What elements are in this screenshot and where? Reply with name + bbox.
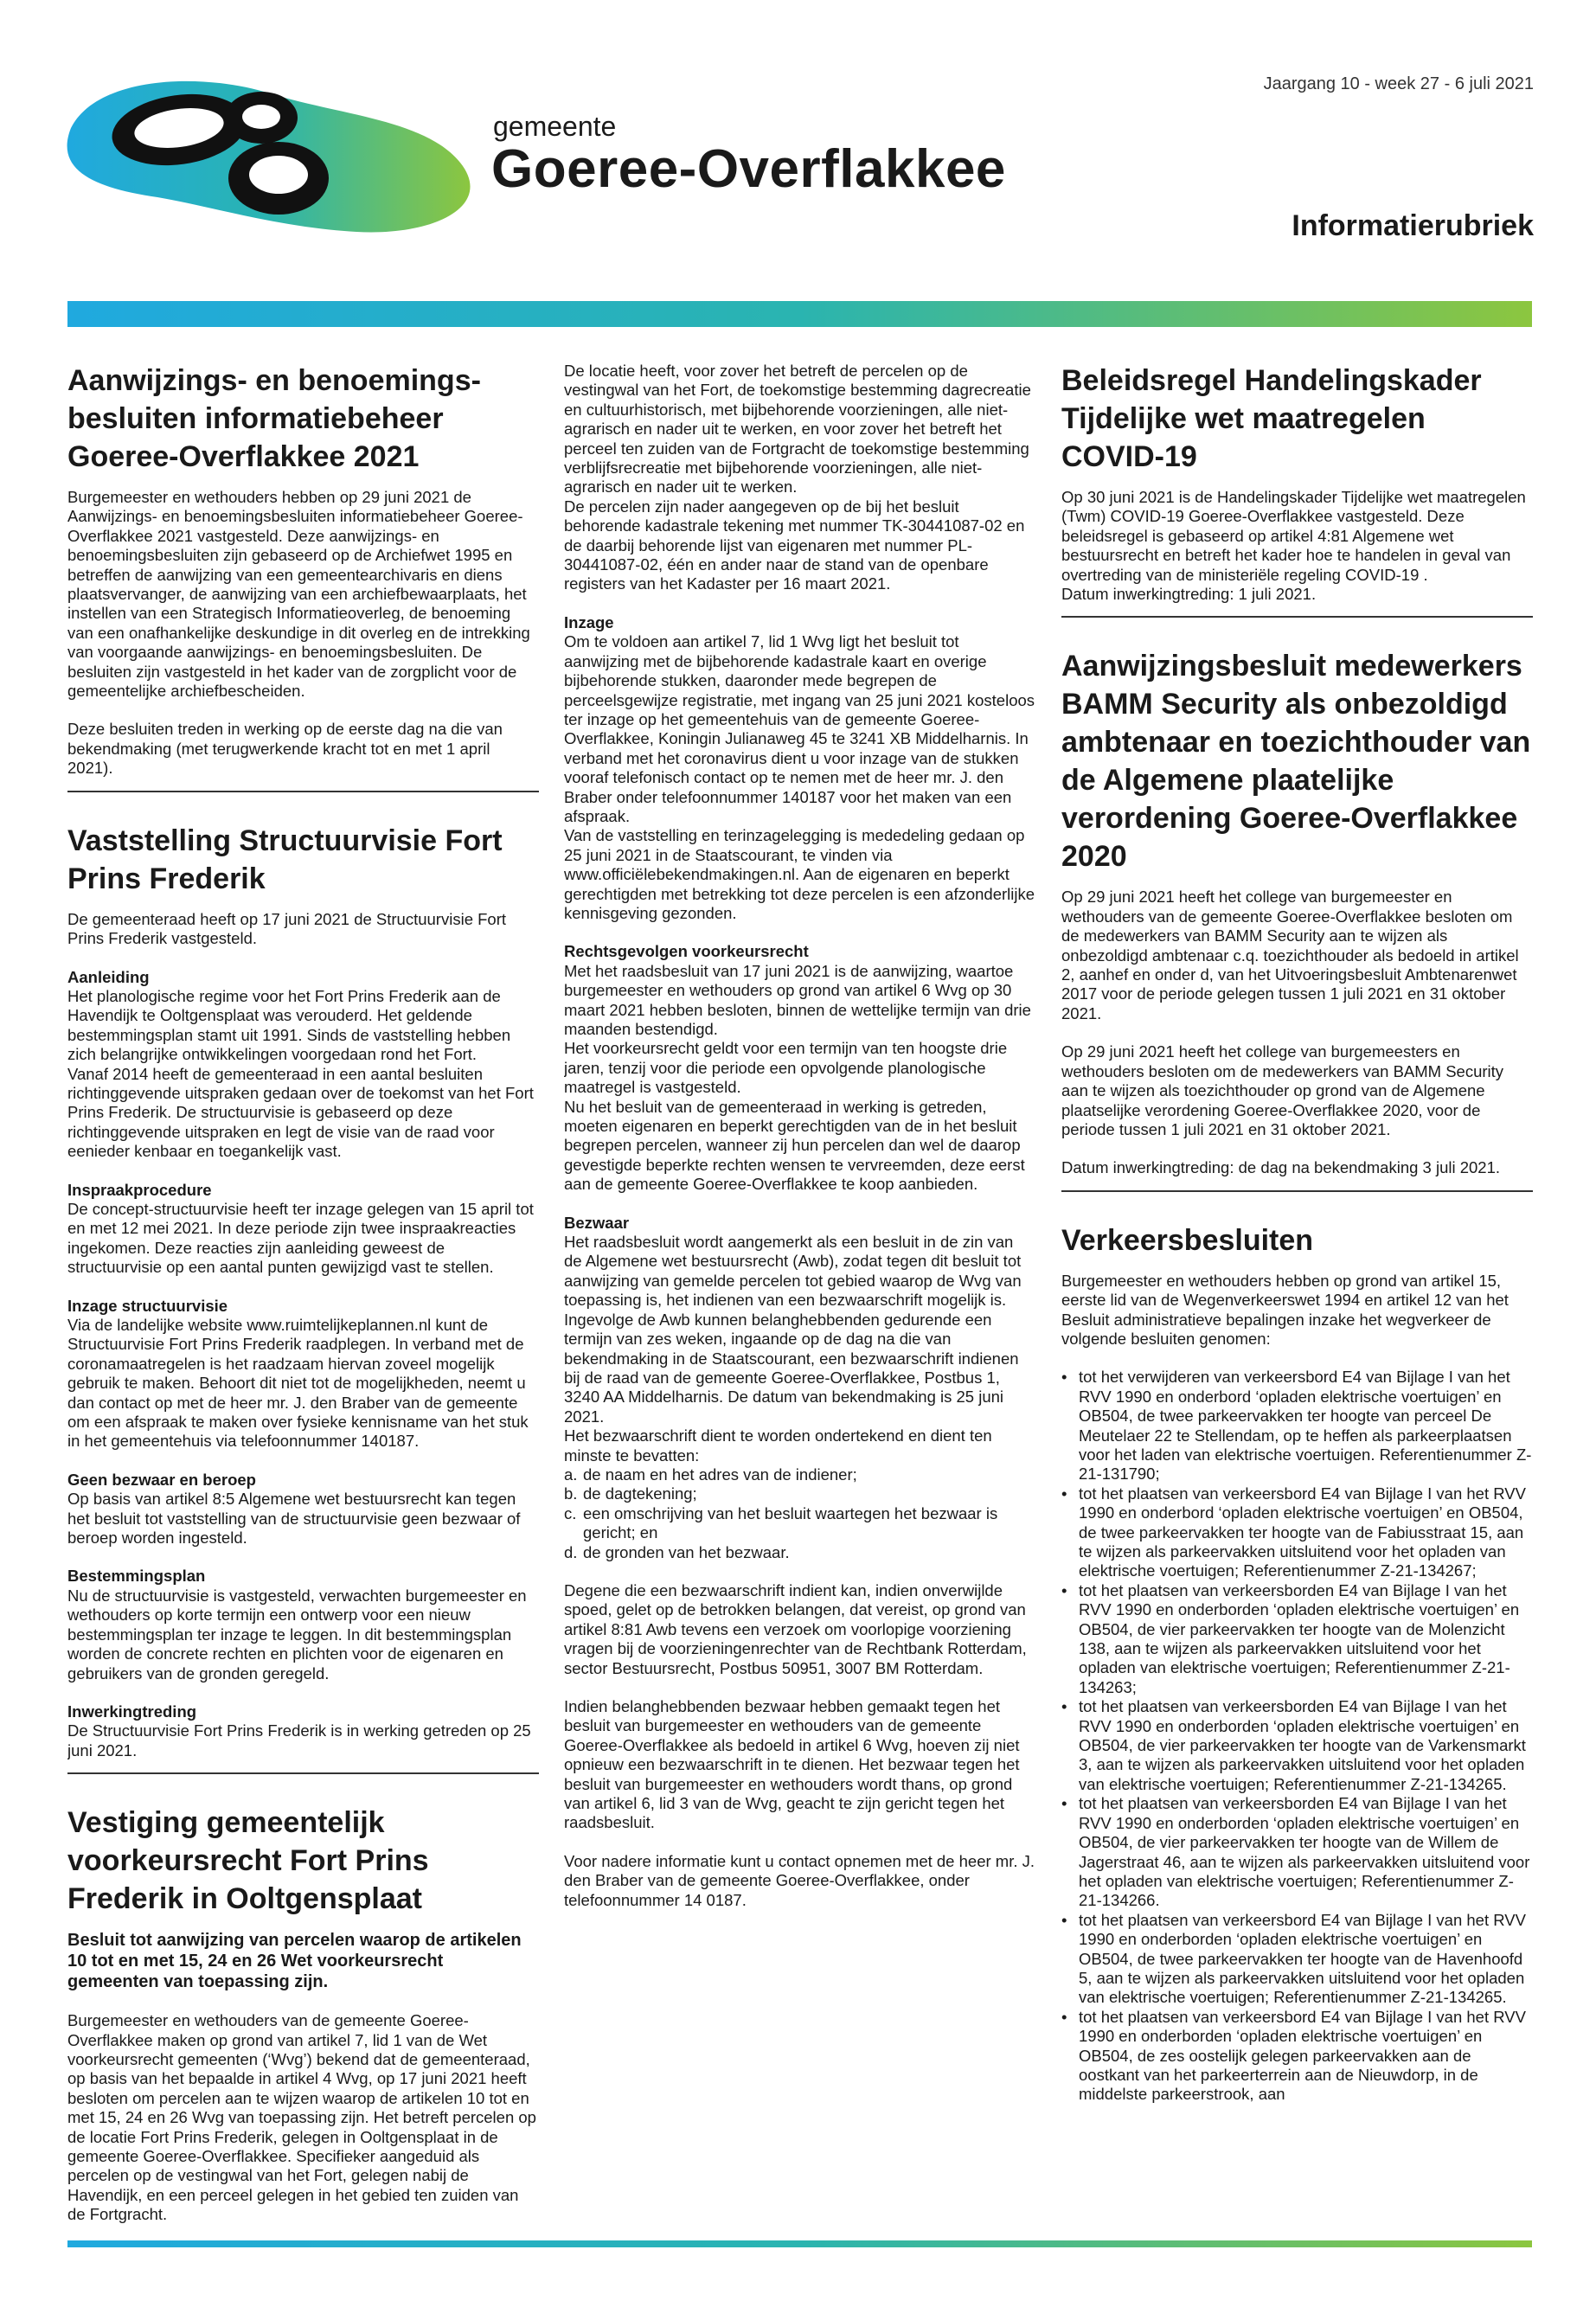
list-item: • tot het verwijderen van verkeersbord E4 van Bijlage I van het RVV 1990 en onderbord ‘opladen elektrische voertuigen’ en OB504, de twee parkeervakken ter hoogte van perceel De Meutelaer 22 te Stellendam, op te heffen als parkeerplaatsen voor het laden van elektrische voertuigen. Referentienummer Z-21-131790; xyxy=(1061,1368,1533,1484)
article-paragraph: Het planologische regime voor het Fort Prins Frederik aan de Havendijk te Ooltgensplaat was verouderd. Het geldende bestemmingsplan stamt uit 1991. Sinds de vaststelling hebben zich belangrijke ontwikkelingen voorgedaan rond het Fort. xyxy=(67,986,511,1064)
column-1 xyxy=(67,362,539,2230)
article-title: Aanwijzingsbesluit medewerkers BAMM Security als onbezoldigd ambtenaar en toezichthouder van de Algemene plaatelijke verordening Goeree-Overflakkee 2020 xyxy=(1061,650,1531,874)
article-paragraph: Nu het besluit van de gemeenteraad in werking is getreden, moeten eigenaren en beperkt gerechtigden van de in het besluit begrepen percelen, wanneer zij hun percelen dan wel de daarop gevestigde beperkte rechten wensen te vervreemden, deze eerst aan de gemeente Goeree-Overflakkee te koop aanbieden. xyxy=(564,1097,1025,1194)
article-paragraph: Op 29 juni 2021 heeft het college van burgemeester en wethouders van de gemeente Goeree-Overflakkee besloten om de medewerkers van BAMM Security aan te wijzen als onbezoldigd ambtenaar c.q. toezichthouder als bedoeld in artikel 2, aanhef en onder d, van het Uitvoeringsbesluit Ambtenarenwet 2017 voor de periode gelegen tussen 1 juli 2021 en 31 oktober 2021. xyxy=(1061,888,1519,1022)
list-item: • tot het plaatsen van verkeersbord E4 van Bijlage I van het RVV 1990 en onderborden ‘opladen elektrische voertuigen’ en OB504, de twee parkeervakken ter hoogte van de Havenhoofd 5, aan te wijzen als parkeervakken uitsluitend voor het opladen van elektrische voertuigen; Referentienummer Z-21-134265. xyxy=(1061,1911,1533,2008)
article-paragraph: Burgemeester en wethouders hebben op grond van artikel 15, eerste lid van de Wegenverkeerswet 1994 en artikel 12 van het Besluit administratieve bepalingen inzake het wegverkeer de volgende besluiten genomen: xyxy=(1061,1271,1509,1348)
traffic-decisions-list xyxy=(1061,1368,1533,2104)
list-item: c. een omschrijving van het besluit waartegen het bezwaar is gericht; en xyxy=(564,1503,998,1542)
article-paragraph: Via de landelijke website www.ruimtelijkeplannen.nl kunt de Structuurvisie Fort Prins Frederik raadplegen. In verband met de coronamaatregelen is het raadzaam hiervan zoveel mogelijk gebruik te maken. Behoort dit niet tot de mogelijkheden, neemt u dan contact op met de heer mr. J. den Braber van de gemeente om een afspraak te maken over fysieke kennisname van het stuk in het gemeentehuis via telefoonnummer 140187. xyxy=(67,1316,529,1451)
subheading: Inzage structuurvisie xyxy=(67,1296,228,1315)
section-divider xyxy=(1061,1190,1533,1192)
list-item: • tot het plaatsen van verkeersborden E4 van Bijlage I van het RVV 1990 en onderborden ‘opladen elektrische voertuigen’ en OB504, de vier parkeervakken ter hoogte van de Varkensmarkt 3, aan te wijzen als parkeervakken uitsluitend voor het opladen van elektrische voertuigen; Referentienummer Z-21-134265. xyxy=(1061,1697,1533,1794)
article-title: Vestiging gemeentelijk voorkeursrecht Fort Prins Frederik in Ooltgensplaat xyxy=(67,1806,429,1916)
article-title: Verkeersbesluiten xyxy=(1061,1223,1314,1257)
section-divider xyxy=(1061,616,1533,618)
article-paragraph: Ingevolge de Awb kunnen belanghebbenden gedurende een termijn van zes weken, ingaande op de dag na die van bekendmaking in de Staatscourant, een bezwaarschrift indienen bij de raad van de gemeente Goeree-Overflakkee, Postbus 1, 3240 AA Middelharnis. De datum van bekendmaking is 25 juni 2021. xyxy=(564,1310,1019,1426)
section-divider xyxy=(67,791,539,792)
list-item: d. de gronden van het bezwaar. xyxy=(564,1542,790,1561)
article-paragraph: Vanaf 2014 heeft de gemeenteraad in een aantal besluiten richtinggevende uitspraken gedaan over de toekomst van het Fort Prins Frederik. De structuurvisie is gebaseerd op deze richtinggevende uitspraken en legt de visie van de raad voor eenieder kenbaar en toegankelijk vast. xyxy=(67,1064,534,1161)
top-gradient-bar xyxy=(67,301,1532,327)
article-paragraph: Van de vaststelling en terinzagelegging is mededeling gedaan op 25 juni 2021 in de Staatscourant, te vinden via www.officiëlebekendmakingen.nl. Aan de eigenaren en beperkt gerechtigden met betrekking tot deze percelen is een afzonderlijke kennisgeving gezonden. xyxy=(564,826,1035,922)
bottom-gradient-bar xyxy=(67,2240,1532,2247)
article-paragraph: Het bezwaarschrift dient te worden ondertekend en dient ten minste te bevatten: xyxy=(564,1426,992,1465)
gemeente-label: gemeente xyxy=(493,111,617,142)
section-divider xyxy=(67,1772,539,1774)
article-lead: Besluit tot aanwijzing van percelen waarop de artikelen 10 tot en met 15, 24 en 26 Wet voorkeursrecht gemeenten van toepassing zijn. xyxy=(67,1931,522,1992)
article-paragraph: Burgemeester en wethouders hebben op 29 juni 2021 de Aanwijzings- en benoemingsbesluiten informatiebeheer Goeree-Overflakkee 2021 vastgesteld. Deze aanwijzings- en benoemingsbesluiten zijn gebaseerd op de Archiefwet 1995 en betreffen de aanwijzing van een gemeentearchivaris en diens plaatsvervanger, de aanwijzing van een archiefbewaarplaats, het instellen van een Strategisch Informatieoverleg, de benoeming van een onafhankelijke deskundige in dit overleg en de intrekking van voorgaande aanwijzings- en benoemingsbesluiten. De besluiten zijn vastgesteld in het kader van de zorgplicht voor de gemeentelijke archiefbescheiden. xyxy=(67,488,530,701)
article-title: Beleidsregel Handelingskader Tijdelijke wet maatregelen COVID-19 xyxy=(1061,364,1482,473)
article-title: Vaststelling Structuurvisie Fort Prins Frederik xyxy=(67,824,503,895)
article-paragraph: Nu de structuurvisie is vastgesteld, verwachten burgemeester en wethouders op korte termijn een ontwerp voor een nieuw bestemmingsplan ter inzage te leggen. In dit bestemmingsplan worden de concrete rechten en plichten voor de eigenaren en gebruikers van de gronden geregeld. xyxy=(67,1586,527,1682)
subheading: Bezwaar xyxy=(564,1213,630,1232)
subheading: Inwerkingtreding xyxy=(67,1702,197,1721)
requirements-list xyxy=(564,1465,1035,1562)
column-3 xyxy=(1061,362,1533,2230)
municipality-logo xyxy=(62,67,512,240)
subheading: Geen bezwaar en beroep xyxy=(67,1470,256,1489)
article-paragraph: Datum inwerkingtreding: 1 juli 2021. xyxy=(1061,585,1317,604)
article-paragraph: Deze besluiten treden in werking op de eerste dag na die van bekendmaking (met terugwerkende kracht tot en met 1 april 2021). xyxy=(67,720,503,778)
issue-line: Jaargang 10 - week 27 - 6 juli 2021 xyxy=(1263,74,1534,93)
article-paragraph: De Structuurvisie Fort Prins Frederik is in werking getreden op 25 juni 2021. xyxy=(67,1721,531,1759)
article-paragraph: Indien belanghebbenden bezwaar hebben gemaakt tegen het besluit van burgemeester en wethouders van de gemeente Goeree-Overflakkee als bedoeld in artikel 6 Wvg, hoeven zij niet opnieuw een bezwaarschrift in te dienen. Het bezwaar tegen het besluit van burgemeester en wethouders wordt thans, op grond van artikel 6, lid 3 van de Wvg, geacht te zijn gericht tegen het raadsbesluit. xyxy=(564,1697,1020,1832)
article-paragraph: Het raadsbesluit wordt aangemerkt als een besluit in de zin van de Algemene wet bestuursrecht (Awb), zodat tegen dit besluit tot aanwijzing van gemelde percelen tot gebied waarop de Wvg van toepassing is, het indienen van een bezwaarschrift mogelijk is. xyxy=(564,1233,1022,1310)
list-item: • tot het plaatsen van verkeersborden E4 van Bijlage I van het RVV 1990 en onderborden ‘opladen elektrische voertuigen’ en OB504, de vier parkeervakken ter hoogte van de Willem de Jagerstraat 46, aan te wijzen als parkeervakken uitsluitend voor het opladen van elektrische voertuigen; Referentienummer Z-21-134266. xyxy=(1061,1794,1533,1910)
subheading: Bestemmingsplan xyxy=(67,1567,206,1586)
page-header xyxy=(0,0,1596,311)
article-paragraph: Degene die een bezwaarschrift indient kan, indien onverwijlde spoed, gelet op de betrokken belangen, dat vereist, op grond van artikel 8:81 Awb tevens een verzoek om voorlopige voorziening vragen bij de voorzieningenrechter van de Rechtbank Rotterdam, sector Bestuursrecht, Postbus 50951, 3007 BM Rotterdam. xyxy=(564,1580,1027,1677)
column-2 xyxy=(564,362,1035,2230)
article-paragraph: Op 29 juni 2021 heeft het college van burgemeesters en wethouders besloten om de medewerkers van BAMM Security aan te wijzen als toezichthouder op grond van de Algemene plaatselijke verordening Goeree-Overflakkee 2020, voor de periode tussen 1 juli 2021 en 31 oktober 2021. xyxy=(1061,1042,1504,1138)
article-paragraph: Datum inwerkingtreding: de dag na bekendmaking 3 juli 2021. xyxy=(1061,1158,1501,1177)
article-paragraph: Op 30 juni 2021 is de Handelingskader Tijdelijke wet maatregelen (Twm) COVID-19 Goeree-Overflakkee vastgesteld. Deze beleidsregel is gebaseerd op artikel 4:81 Algemene wet bestuursrecht en betreft het kader hoe te handelen in geval van overtreding van de ministeriële regeling COVID-19 . xyxy=(1061,488,1526,584)
subheading: Inspraakprocedure xyxy=(67,1180,212,1199)
article-paragraph: De concept-structuurvisie heeft ter inzage gelegen van 15 april tot en met 12 mei 2021. In deze periode zijn twee inspraakreacties ingekomen. Deze reacties zijn aanleiding geweest de structuurvisie op een aantal punten gewijzigd vast te stellen. xyxy=(67,1199,534,1277)
list-item: • tot het plaatsen van verkeersbord E4 van Bijlage I van het RVV 1990 en onderbord ‘opladen elektrische voertuigen’ en OB504, de twee parkeervakken ter hoogte van de Fabiusstraat 15, aan te wijzen als parkeervakken uitsluitend voor het opladen van elektrische voertuigen; Referentienummer Z-21-134267; xyxy=(1061,1484,1533,1581)
list-item: • tot het plaatsen van verkeersborden E4 van Bijlage I van het RVV 1990 en onderborden ‘opladen elektrische voertuigen’ en OB504, de vier parkeervakken ter hoogte van de Molenzicht 138, aan te wijzen als parkeervakken uitsluitend voor het opladen van elektrische voertuigen; Referentienummer Z-21-134263; xyxy=(1061,1581,1533,1697)
brand-title: Goeree-Overflakkee xyxy=(491,139,1006,199)
article-paragraph: De gemeenteraad heeft op 17 juni 2021 de Structuurvisie Fort Prins Frederik vastgesteld. xyxy=(67,909,507,948)
rubric-title: Informatierubriek xyxy=(1292,209,1534,242)
article-paragraph: Om te voldoen aan artikel 7, lid 1 Wvg ligt het besluit tot aanwijzing met de bijbehorende kadastrale kaart en overige bijbehorende stukken, daaronder mede begrepen de perceelsgewijze registratie, met ingang van 25 juni 2021 kosteloos ter inzage op het gemeentehuis van de gemeente Goeree-Overflakkee, Koningin Julianaweg 45 te 3241 XB Middelharnis. In verband met het coronavirus dient u voor inzage van de stukken vooraf telefonisch contact op te nemen met de heer mr. J. den Braber onder telefoonnummer 140187 voor het maken van een afspraak. xyxy=(564,632,1035,825)
subheading: Inzage xyxy=(564,612,614,631)
list-item: b. de dagtekening; xyxy=(564,1484,697,1503)
list-item: a. de naam en het adres van de indiener; xyxy=(564,1465,857,1484)
list-item: • tot het plaatsen van verkeersbord E4 van Bijlage I van het RVV 1990 en onderborden ‘opladen elektrische voertuigen’ en OB504, de zes oostelijk gelegen parkeervakken aan de oostkant van het parkeerterrein aan de Nieuwdorp, in de middelste parkeerstrook, aan xyxy=(1061,2008,1533,2105)
article-title: Aanwijzings- en benoemings-besluiten informatiebeheer Goeree-Overflakkee 2021 xyxy=(67,364,481,473)
article-paragraph: Burgemeester en wethouders van de gemeente Goeree-Overflakkee maken op grond van artikel 7, lid 1 van de Wet voorkeursrecht gemeenten (‘Wvg’) bekend dat de gemeenteraad, op basis van het bepaalde in artikel 4 Wvg, op 17 juni 2021 heeft besloten om percelen aan te wijzen waarop de artikelen 10 tot en met 15, 24 en 26 Wvg van toepassing zijn. Het betreft percelen op de locatie Fort Prins Frederik, gelegen in Ooltgensplaat in de gemeente Goeree-Overflakkee. Specifieker aangeduid als percelen op de vestingwal van het Fort, gelegen nabij de Havendijk, en een perceel gelegen in het gebied ten zuiden van de Fortgracht. xyxy=(67,2011,536,2224)
subheading: Rechtsgevolgen voorkeursrecht xyxy=(564,942,809,961)
article-paragraph: Het voorkeursrecht geldt voor een termijn van ten hoogste drie jaren, tenzij voor die periode een opvolgende planologische maatregel is vastgesteld. xyxy=(564,1039,1008,1097)
article-paragraph: De percelen zijn nader aangegeven op de bij het besluit behorende kadastrale tekening met nummer TK-30441087-02 en de daarbij behorende lijst van eigenaren met nummer PL-30441087-02, één en ander naar de stand van de openbare registers van het Kadaster per 16 maart 2021. xyxy=(564,497,1025,593)
article-paragraph: De locatie heeft, voor zover het betreft de percelen op de vestingwal van het Fort, de toekomstige bestemming dagrecreatie en cultuurhistorisch, met bijbehorende voorzieningen, alle niet-agrarisch en nader uit te werken, en voor zover het betreft het perceel ten zuiden van de Fortgracht de toekomstige bestemming verblijfsrecreatie met bijbehorende voorzieningen, alle niet-agrarisch en nader uit te werken. xyxy=(564,362,1031,497)
article-paragraph: Op basis van artikel 8:5 Algemene wet bestuursrecht kan tegen het besluit tot vaststelling van de structuurvisie geen bezwaar of beroep worden ingesteld. xyxy=(67,1490,521,1548)
subheading: Aanleiding xyxy=(67,967,150,986)
article-paragraph: Met het raadsbesluit van 17 juni 2021 is de aanwijzing, waartoe burgemeester en wethouders op grond van artikel 6 Wvg op 30 maart 2021 hebben besloten, binnen de wettelijke termijn van drie maanden bestendigd. xyxy=(564,961,1031,1038)
article-paragraph: Voor nadere informatie kunt u contact opnemen met de heer mr. J. den Braber van de gemeente Goeree-Overflakkee, onder telefoonnummer 14 0187. xyxy=(564,1851,1035,1909)
